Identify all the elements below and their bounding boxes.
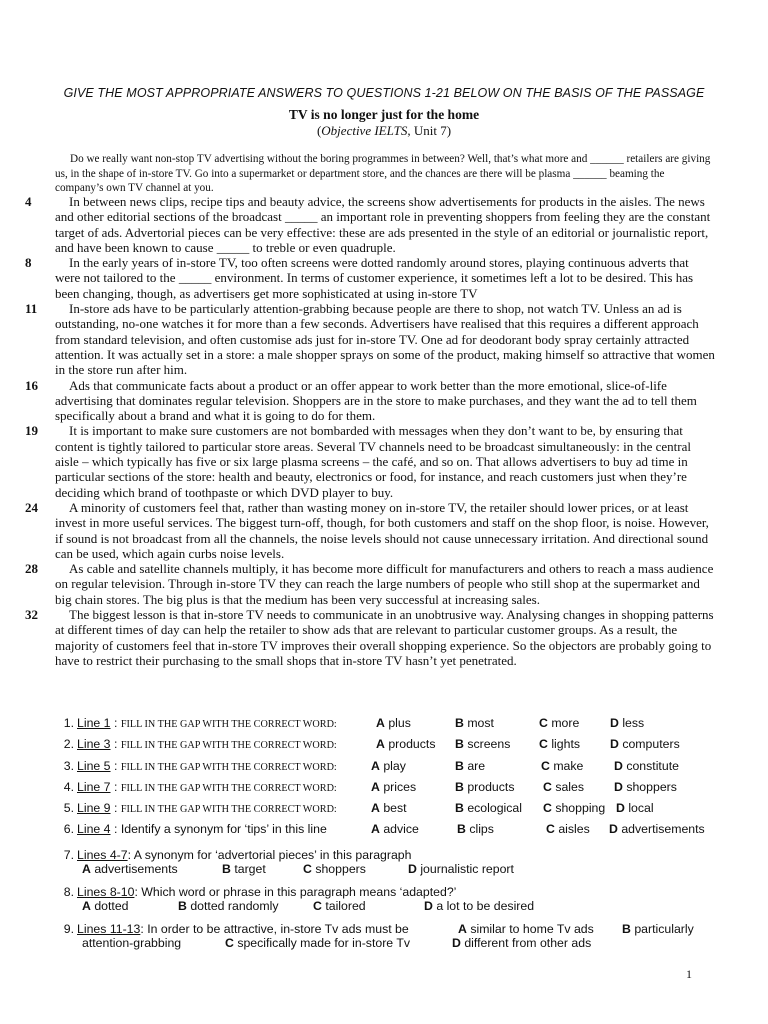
option-letter: C — [313, 899, 322, 914]
option[interactable] — [371, 801, 407, 815]
option-letter: A — [376, 737, 385, 752]
line-number: 32 — [25, 607, 38, 623]
option-letter: B — [455, 737, 464, 752]
question-prompt: : FILL IN THE GAP WITH THE CORRECT WORD: — [114, 716, 337, 730]
option[interactable] — [408, 862, 514, 876]
question-item — [58, 922, 738, 955]
option-text: products — [388, 737, 436, 752]
question-prompt: : FILL IN THE GAP WITH THE CORRECT WORD: — [114, 779, 337, 794]
option[interactable] — [609, 822, 705, 836]
paragraph-text: The biggest lesson is that in-store TV needs to communicate in an unobtrusive way. Analysing changes in shopping patterns at different times of day can help the retailer to show ads that are relevant to particular customer groups. As a result, the majority of customers feel that in-store TV improves their overall shopping experience. So the objectors are probably going to have to restrict their purchasing to the small shops that in-store TV hasn’t yet penetrated. — [55, 607, 714, 668]
option[interactable] — [610, 716, 644, 730]
option-letter: B — [455, 801, 464, 816]
option-text: constitute — [626, 758, 679, 773]
option[interactable] — [452, 936, 591, 950]
paragraph — [25, 423, 715, 500]
option-letter: D — [616, 801, 625, 816]
option-text: ecological — [467, 801, 523, 816]
option-letter: B — [455, 779, 464, 794]
line-number: 4 — [25, 194, 32, 209]
option-letter: B — [457, 822, 466, 837]
option[interactable] — [458, 922, 594, 936]
option-letter: B — [222, 862, 231, 877]
option-letter: D — [609, 822, 618, 837]
paragraph — [25, 561, 715, 607]
option[interactable] — [622, 922, 694, 936]
option-text: target — [234, 862, 266, 877]
option-letter: C — [543, 801, 552, 816]
question-number: 7. — [63, 847, 74, 862]
option-letter: C — [303, 862, 312, 877]
question-reference: Lines 4-7 — [77, 847, 128, 862]
option-text: more — [551, 716, 580, 730]
question-text: : In order to be attractive, in-store Tv ads must be — [140, 921, 409, 936]
intro-text: Do we really want non-stop TV advertising without the boring programmes in between? Well, that’s what more and ______ retailers are giving us, in the shape of in-store TV. Go into a supermarket or department store, and the chances are there will be plasma ______ beaming the company’s own TV channel at you. — [55, 153, 711, 194]
option-text: less — [622, 716, 645, 730]
option-text: best — [383, 801, 407, 816]
option[interactable] — [376, 716, 411, 730]
option[interactable] — [455, 737, 510, 751]
option-letter: D — [408, 862, 417, 877]
option[interactable] — [543, 780, 584, 794]
paragraph-text: In the early years of in-store TV, too often screens were dotted randomly around stores, playing continuous adverts that were not tailored to the _____ environment. In terms of customer experience, it sometimes left a lot to be desired. This has been changing, though, as advertisers get more sophisticated at using in-store TV — [55, 255, 694, 301]
paragraph — [25, 301, 715, 378]
question-prompt: : FILL IN THE GAP WITH THE CORRECT WORD: — [114, 758, 337, 773]
option-text: shopping — [555, 801, 606, 816]
line-number: 8 — [25, 255, 32, 271]
question-number: 8. — [63, 884, 74, 899]
paragraph — [25, 607, 715, 668]
option-letter: B — [455, 716, 464, 730]
question-reference: Line 9 — [77, 801, 111, 816]
option-text: dotted — [94, 899, 129, 914]
subtitle-open: ( — [316, 123, 322, 138]
option[interactable] — [546, 822, 590, 836]
question-reference: Line 7 — [77, 779, 111, 794]
option-text: advertisements — [621, 822, 705, 837]
option[interactable] — [225, 936, 410, 950]
question-reference: Line 1 — [77, 716, 111, 730]
option-text: particularly — [634, 921, 694, 936]
page-title: TV is no longer just for the home — [288, 107, 480, 122]
gap-instruction: FILL IN THE GAP WITH THE CORRECT WORD: — [120, 719, 337, 730]
paragraph-text: As cable and satellite channels multiply, it has become more difficult for manufacturers and others to reach a mass audience on regular television. Through in-store TV they can reach the large numbers of people who still shop at the supermarket and big chain stores. The big plus is that the medium has been very successful at increasing sales. — [55, 561, 714, 607]
option-text: clips — [469, 822, 494, 837]
option[interactable] — [455, 801, 522, 815]
option-text: sales — [555, 779, 585, 794]
questions — [58, 716, 738, 955]
option-text: tailored — [325, 899, 366, 914]
option[interactable] — [539, 737, 580, 751]
option-letter: D — [424, 899, 433, 914]
passage — [25, 194, 715, 668]
option[interactable] — [303, 862, 366, 876]
question-reference: Line 4 — [77, 822, 111, 837]
paragraph — [25, 255, 715, 301]
question-number: 2. — [63, 737, 74, 752]
question-reference: Line 3 — [77, 737, 111, 752]
option-letter: C — [546, 822, 555, 837]
question-item — [58, 848, 738, 881]
option-letter: C — [225, 936, 234, 951]
option-letter: A — [376, 716, 385, 730]
gap-instruction: FILL IN THE GAP WITH THE CORRECT WORD: — [120, 782, 337, 794]
option-text: prices — [383, 779, 417, 794]
question-reference: Lines 8-10 — [77, 884, 135, 899]
option[interactable] — [614, 780, 677, 794]
question-number: 6. — [63, 822, 74, 837]
option-text: computers — [622, 737, 680, 752]
intro-paragraph — [55, 152, 715, 196]
question-item — [58, 822, 738, 843]
paragraph-text: A minority of customers feel that, rather than wasting money on in-store TV, the retailer should lower prices, or at least invest in more useful services. The biggest turn-off, though, for both customers and staff on the shop floor, is noise. However, if sound is not broadcast from all the channels, the noise levels should not cause unnecessary irritation. And directional sound can be used, which again curbs noise levels. — [55, 499, 709, 561]
option[interactable] — [610, 737, 680, 751]
option-letter: A — [371, 801, 380, 816]
question-prompt — [77, 848, 411, 862]
paragraph-text: Ads that communicate facts about a product or an offer appear to work better than the more emotional, slice-of-life advertising that dominates regular television. Shoppers are in the store to make purchases, and they want the ad to tell them specifically about a brand and what it is going to do for them. — [55, 377, 697, 424]
option-text: local — [628, 801, 654, 816]
option[interactable] — [455, 780, 514, 794]
option[interactable] — [371, 759, 406, 773]
subtitle-source: Objective IELTS — [321, 123, 408, 138]
option[interactable] — [371, 822, 419, 836]
option-letter: D — [610, 716, 619, 730]
question-text: : Which word or phrase in this paragraph means ‘adapted?’ — [134, 884, 457, 899]
option-text: specifically made for in-store Tv — [237, 936, 410, 951]
option-text: most — [467, 716, 494, 730]
instructions: GIVE THE MOST APPROPRIATE ANSWERS TO QUESTIONS 1-21 BELOW ON THE BASIS OF THE PASSAGE — [63, 86, 705, 100]
option-letter: A — [458, 921, 467, 936]
option-text: products — [467, 779, 515, 794]
option-letter: A — [371, 822, 380, 837]
question-prompt — [77, 885, 456, 899]
question-prompt: : Identify a synonym for ‘tips’ in this line — [114, 822, 327, 837]
option[interactable] — [313, 899, 366, 913]
gap-instruction: FILL IN THE GAP WITH THE CORRECT WORD: — [120, 740, 337, 752]
option[interactable] — [424, 899, 534, 913]
question-prompt: : FILL IN THE GAP WITH THE CORRECT WORD: — [114, 737, 337, 752]
paragraph-text: In between news clips, recipe tips and beauty advice, the screens show advertisements for products in the aisles. The news and other editorial sections of the broadcast _____ an important role in preventing shoppers from feeling they are the constant target of ads. Advertorial pieces can be very effective: these are ads presented in the style of an editorial or journalistic report, and have been known to cause _____ to treble or even quadruple. — [55, 194, 711, 255]
line-number: 11 — [25, 301, 38, 317]
option-text: advice — [383, 822, 419, 837]
option-letter: D — [452, 936, 461, 951]
option-text: dotted randomly — [190, 899, 279, 914]
paragraph — [25, 499, 715, 561]
page-number: 1 — [686, 967, 692, 981]
question-number: 9. — [63, 921, 74, 936]
option-letter: C — [539, 737, 548, 752]
option[interactable] — [82, 862, 178, 876]
option[interactable] — [222, 862, 266, 876]
option-letter: B — [622, 921, 631, 936]
option[interactable] — [455, 759, 485, 773]
option-letter: B — [178, 899, 187, 914]
subtitle — [0, 123, 768, 139]
line-number: 19 — [25, 423, 38, 439]
option[interactable] — [178, 899, 279, 913]
option[interactable] — [376, 737, 435, 751]
question-number: 1. — [63, 716, 74, 730]
question-reference: Line 5 — [77, 758, 111, 773]
option-text: make — [553, 758, 584, 773]
question-number: 5. — [63, 801, 74, 816]
question-text: : A synonym for ‘advertorial pieces’ in this paragraph — [127, 847, 412, 862]
question-item — [58, 759, 738, 780]
option-text: different from other ads — [464, 936, 592, 951]
option-letter: A — [82, 899, 91, 914]
paragraph — [25, 194, 715, 255]
line-number: 24 — [25, 499, 38, 515]
question-prompt: : FILL IN THE GAP WITH THE CORRECT WORD: — [114, 801, 337, 816]
question-item — [58, 885, 738, 918]
option-text: plus — [388, 716, 411, 730]
option-text: similar to home Tv ads — [470, 921, 594, 936]
option-letter: A — [371, 779, 380, 794]
question-item — [58, 801, 738, 822]
question-item — [58, 737, 738, 758]
option-text: are — [467, 758, 486, 773]
option[interactable] — [455, 716, 494, 730]
paragraph-text: In-store ads have to be particularly attention-grabbing because people are there to shop, not watch TV. Unless an ad is outstanding, no-one watches it for more than a few seconds. Advertisers have realised that this requires a different approach from standard television, and often customise ads just for in-store TV. One ad for deodorant body spray certainly attracted attention. It was actually set in a store: a male shopper sprays on some of the product, making himself so attractive that women in the store run after him. — [55, 301, 715, 378]
option-letter: D — [610, 737, 619, 752]
question-prompt — [77, 922, 409, 936]
line-number: 16 — [25, 377, 38, 393]
paragraph — [25, 377, 715, 424]
option-text: shoppers — [315, 862, 366, 877]
question-number: 3. — [63, 758, 74, 773]
question-item — [58, 716, 738, 737]
subtitle-rest: , Unit 7) — [407, 123, 452, 138]
option-text: advertisements — [94, 862, 178, 877]
line-number: 28 — [25, 561, 38, 577]
option[interactable] — [371, 780, 416, 794]
option-letter: A — [82, 862, 91, 877]
option-text: aisles — [558, 822, 590, 837]
option-text: screens — [467, 737, 511, 752]
option[interactable] — [539, 716, 579, 730]
option-letter: C — [543, 779, 552, 794]
option-letter: D — [614, 758, 623, 773]
option-letter: B — [455, 758, 464, 773]
option-letter: A — [371, 758, 380, 773]
option[interactable] — [543, 801, 605, 815]
gap-instruction: FILL IN THE GAP WITH THE CORRECT WORD: — [120, 804, 337, 816]
question-reference: Lines 11-13 — [77, 921, 141, 936]
option[interactable] — [82, 899, 129, 913]
option-letter: C — [539, 716, 548, 730]
option-letter: C — [541, 758, 550, 773]
option[interactable] — [541, 759, 583, 773]
option-text: lights — [551, 737, 581, 752]
option-continuation: attention-grabbing — [82, 936, 182, 951]
option-text: a lot to be desired — [436, 899, 535, 914]
gap-instruction: FILL IN THE GAP WITH THE CORRECT WORD: — [120, 761, 337, 773]
option-letter: D — [614, 779, 623, 794]
option[interactable] — [616, 801, 654, 815]
option[interactable] — [614, 759, 679, 773]
option[interactable] — [457, 822, 494, 836]
option-text: journalistic report — [420, 862, 514, 877]
paragraph-text: It is important to make sure customers are not bombarded with messages when they don’t want to be, by ensuring that content is tightly tailored to particular store areas. Several TV channels need to be broadcast simultaneously: in the central aisle – which typically has five or six large plasma screens – the café, and so on. That allows advertisers to buy ad time in particular sections of the store: health and beauty, electronics or food, for instance, and reach customers just when they’re deciding which brand of toothpaste or which DVD player to buy. — [55, 423, 691, 500]
option-text: shoppers — [626, 779, 677, 794]
question-item — [58, 780, 738, 801]
question-number: 4. — [63, 779, 74, 794]
option-text: play — [383, 758, 406, 773]
